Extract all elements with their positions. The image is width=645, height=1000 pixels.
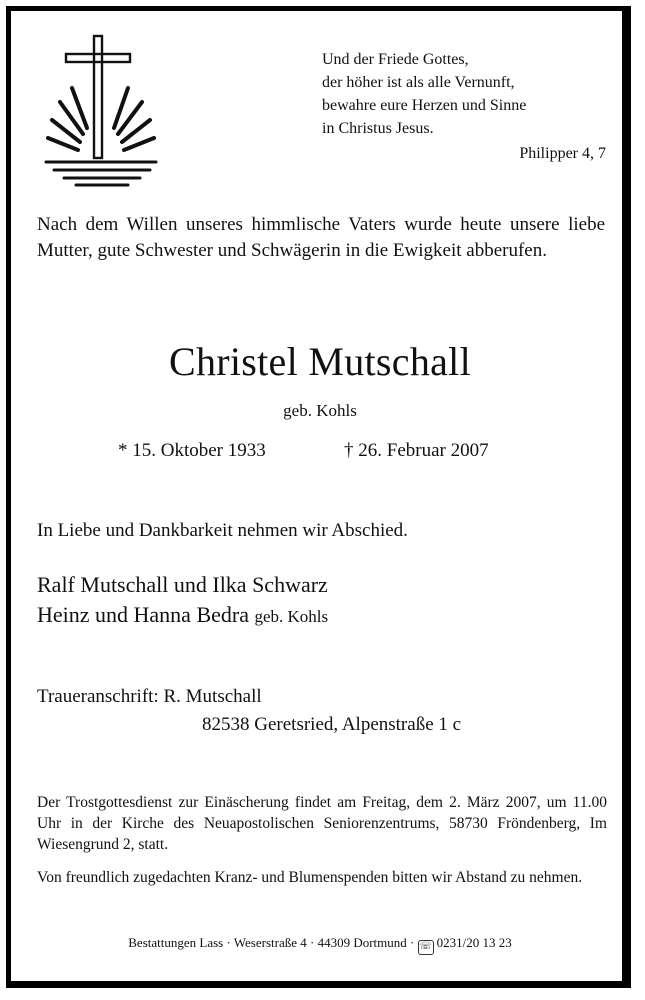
funeral-home-footer	[0, 935, 640, 955]
verse-line: in Christus Jesus.	[322, 120, 434, 137]
mourning-address	[37, 683, 461, 739]
address-street: 82538 Geretsried, Alpenstraße 1 c	[202, 714, 462, 735]
farewell-text: In Liebe und Dankbarkeit nehmen wir Abschied.	[37, 520, 408, 541]
address-label: Traueranschrift:	[37, 686, 159, 707]
verse-line: bewahre eure Herzen und Sinne	[322, 97, 527, 114]
maiden-name: geb. Kohls	[283, 401, 357, 420]
verse-line: der höher ist als alle Vernunft,	[322, 74, 515, 91]
flowers-note: Von freundlich zugedachten Kranz- und Blumenspenden bitten wir Abstand zu nehmen.	[37, 869, 583, 886]
death-date: † 26. Februar 2007	[344, 440, 489, 461]
mourner-line: Ralf Mutschall und Ilka Schwarz	[37, 572, 328, 597]
mourners	[37, 570, 328, 632]
service-info: Der Trostgottesdienst zur Einäscherung findet am Freitag, dem 2. März 2007, um 11.00 Uhr in der Kirche des Neuapostolischen Seniorenzentrums, 58730 Fröndenberg, Im Wiesengrund 2, statt.	[37, 794, 607, 853]
bible-verse	[322, 48, 612, 165]
verse-reference: Philipper 4, 7	[519, 145, 606, 162]
phone-icon: ☏	[418, 940, 434, 955]
birth-date: * 15. Oktober 1933	[118, 440, 266, 461]
address-name: R. Mutschall	[163, 686, 262, 707]
deceased-name: Christel Mutschall	[168, 339, 472, 384]
mourner-nee: geb. Kohls	[254, 607, 329, 626]
funeral-home-address: Bestattungen Lass · Weserstraße 4 · 44309 Dortmund ·	[128, 935, 415, 950]
verse-line: Und der Friede Gottes,	[322, 51, 469, 68]
cross-sunrise-icon	[38, 30, 166, 190]
funeral-home-phone: 0231/20 13 23	[436, 935, 512, 950]
mourner-names: Heinz und Hanna Bedra	[37, 602, 249, 627]
mourner-line	[37, 600, 328, 632]
life-dates	[118, 440, 558, 462]
intro-text: Nach dem Willen unseres himmlische Vaters wurde heute unsere liebe Mutter, gute Schwester und Schwägerin in die Ewigkeit abberufen.	[37, 214, 605, 261]
